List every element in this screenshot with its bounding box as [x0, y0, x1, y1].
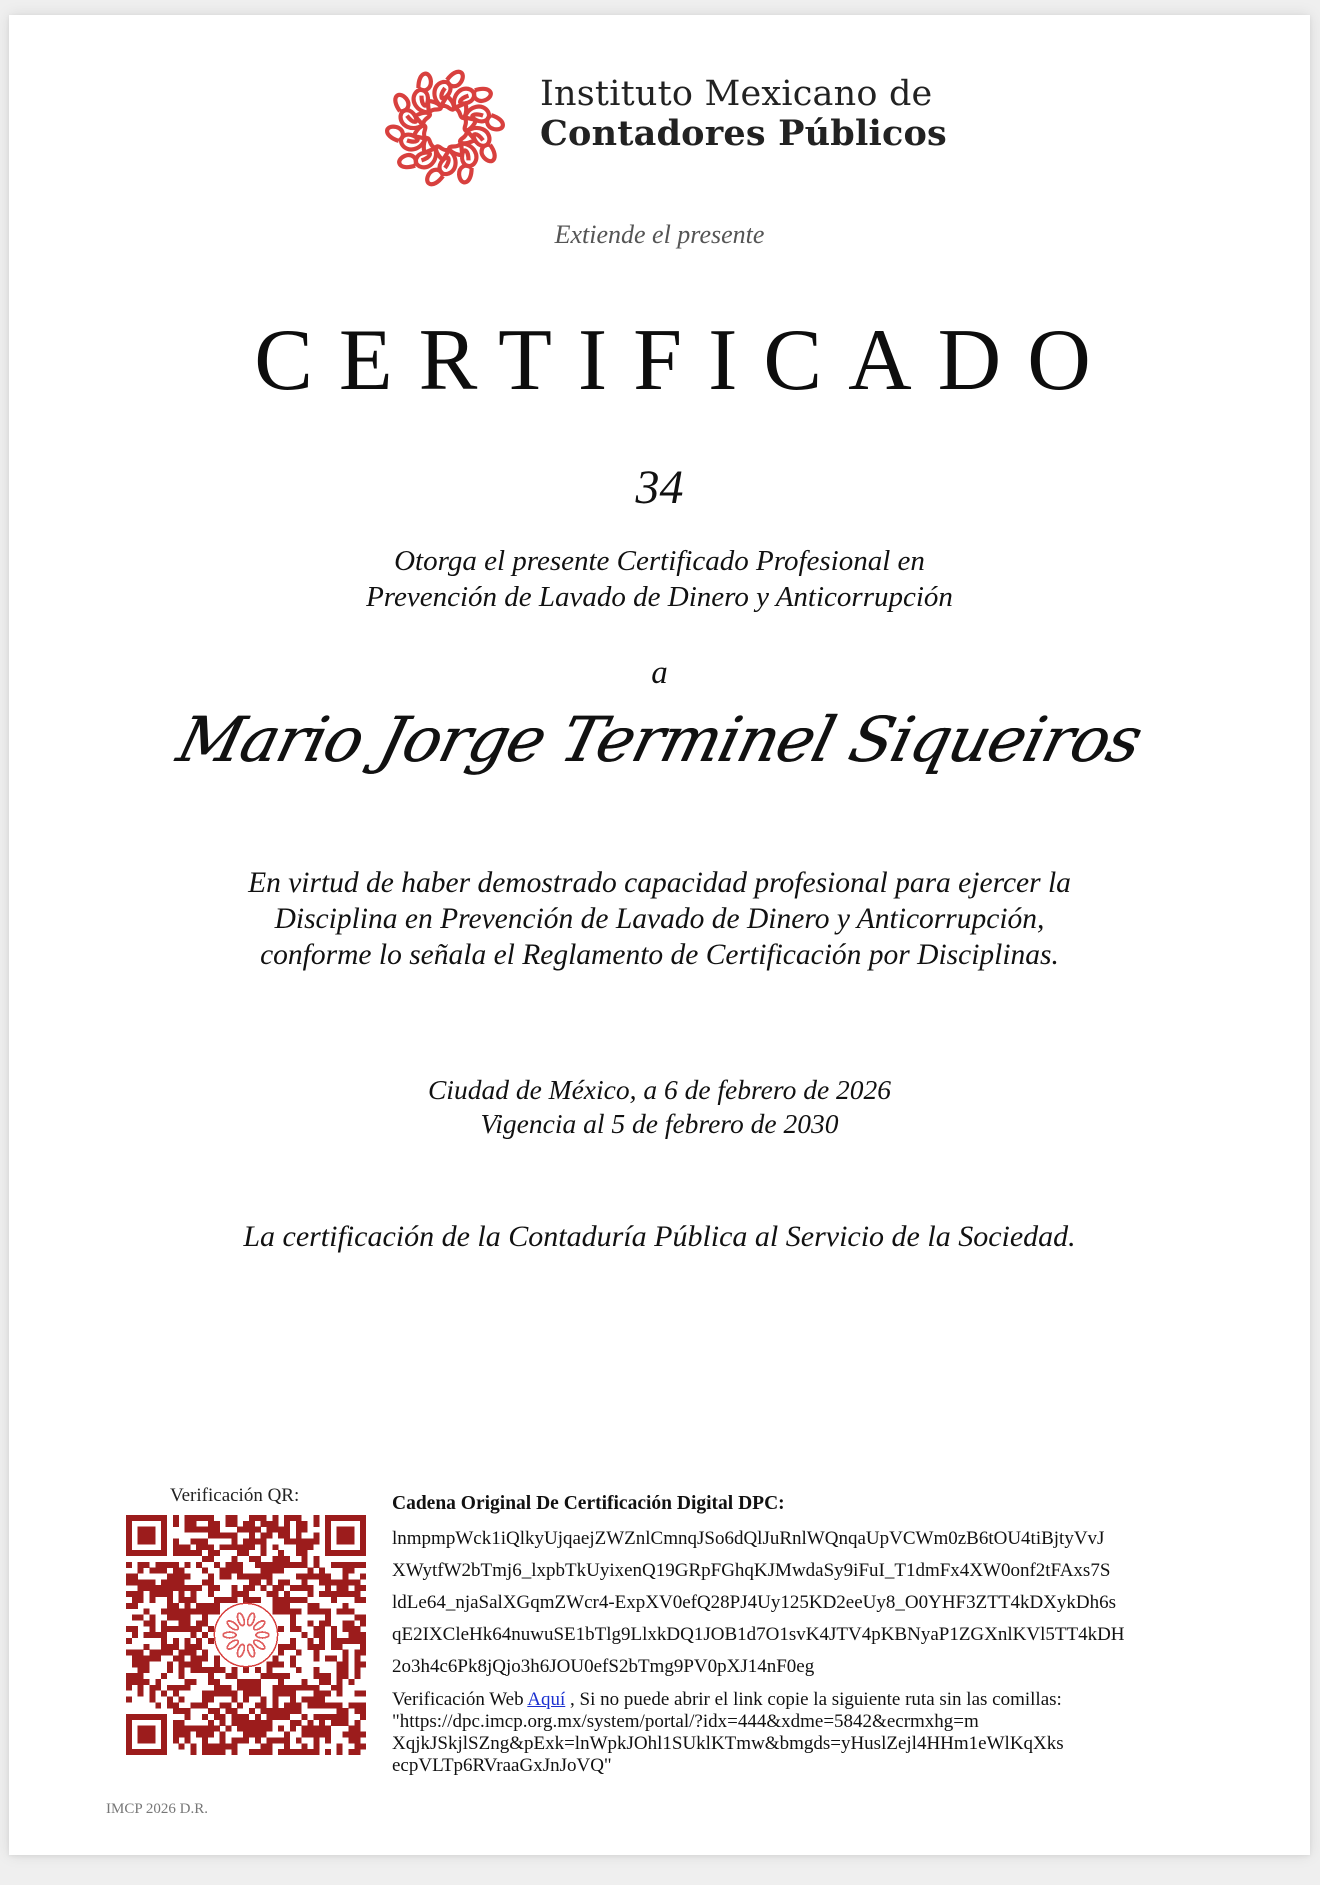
- url-line: XqjkJSkjlSZng&pExk=lnWpkJOhl1SUklKTmw&bmgds=yHuslZejl4HHm1eWlKqXks: [392, 1733, 1064, 1754]
- url-line: ecpVLTp6RVraaGxJnJoVQ": [392, 1755, 612, 1776]
- recipient-name: Mario Jorge Terminel Siqueiros: [170, 703, 1149, 776]
- chain-line: ldLe64_njaSalXGqmZWcr4-ExpXV0efQ28PJ4Uy125KD2eeUy8_O0YHF3ZTT4kDXykDh6s: [392, 1592, 1117, 1613]
- certificate-title: CERTIFICADO: [254, 312, 1117, 409]
- reason-line-3: conforme lo señala el Reglamento de Certificación por Disciplinas.: [260, 939, 1059, 971]
- certificate-page: [9, 15, 1310, 1855]
- chain-line: qE2IXCleHk64nuwuSE1bTlg9LlxkDQ1JOB1d7O1svK4JTV4pKBNyaP1ZGXnlKVl5TT4kDH: [392, 1624, 1125, 1645]
- reason-line-1: En virtud de haber demostrado capacidad profesional para ejercer la: [248, 867, 1071, 899]
- chain-line: 2o3h4c6Pk8jQjo3h6JOU0efS2bTmg9PV0pXJ14nF0eg: [392, 1656, 815, 1677]
- grant-line-2: Prevención de Lavado de Dinero y Anticorrupción: [366, 581, 953, 613]
- web-verification: [392, 1689, 1272, 1711]
- web-verification-suffix: , Si no puede abrir el link copie la siguiente ruta sin las comillas:: [570, 1689, 1062, 1710]
- date-block: [9, 1073, 1310, 1141]
- chain-lines: [392, 1523, 1272, 1683]
- chain-line: lnmpmpWck1iQlkyUjqaejZWZnlCmnqJSo6dQlJuRnlWQnqaUpVCWm0zB6tOU4tiBjtyVvJ: [392, 1528, 1105, 1549]
- qr-label: Verificación QR:: [170, 1485, 300, 1506]
- institution-name-line1: Instituto Mexicano de: [540, 74, 933, 114]
- institution-name-line2: Contadores Públicos: [540, 113, 947, 155]
- grant-statement: [9, 543, 1310, 615]
- institution-name: [540, 75, 947, 153]
- chain-title: Cadena Original De Certificación Digital DPC:: [392, 1493, 785, 1514]
- motto: La certificación de la Contaduría Pública al Servicio de la Sociedad.: [243, 1220, 1076, 1253]
- verification-url: [392, 1711, 1272, 1777]
- web-verification-prefix: Verificación Web: [392, 1689, 524, 1710]
- copyright-footer: IMCP 2026 D.R.: [106, 1801, 208, 1817]
- intro-text: Extiende el presente: [554, 220, 765, 249]
- grant-line-1: Otorga el presente Certificado Profesional en: [394, 545, 925, 577]
- reason-line-2: Disciplina en Prevención de Lavado de Dinero y Anticorrupción,: [274, 903, 1045, 935]
- chain-line: XWytfW2bTmj6_lxpbTkUyixenQ19GRpFGhqKJMwdaSy9iFuI_T1dmFx4XW0onf2tFAxs7S: [392, 1560, 1111, 1581]
- qr-code-icon[interactable]: [126, 1515, 366, 1755]
- web-verification-link[interactable]: Aquí: [527, 1689, 566, 1710]
- validity-date: Vigencia al 5 de febrero de 2030: [480, 1108, 839, 1139]
- place-date: Ciudad de México, a 6 de febrero de 2026: [427, 1074, 892, 1105]
- reason-statement: [9, 865, 1310, 973]
- digital-chain-block: [392, 1493, 1272, 1777]
- imcp-logo-icon: [375, 58, 515, 198]
- certificate-number: 34: [635, 461, 684, 514]
- url-line: "https://dpc.imcp.org.mx/system/portal/?idx=444&xdme=5842&ecrmxhg=m: [392, 1711, 979, 1732]
- to-text: a: [651, 655, 668, 691]
